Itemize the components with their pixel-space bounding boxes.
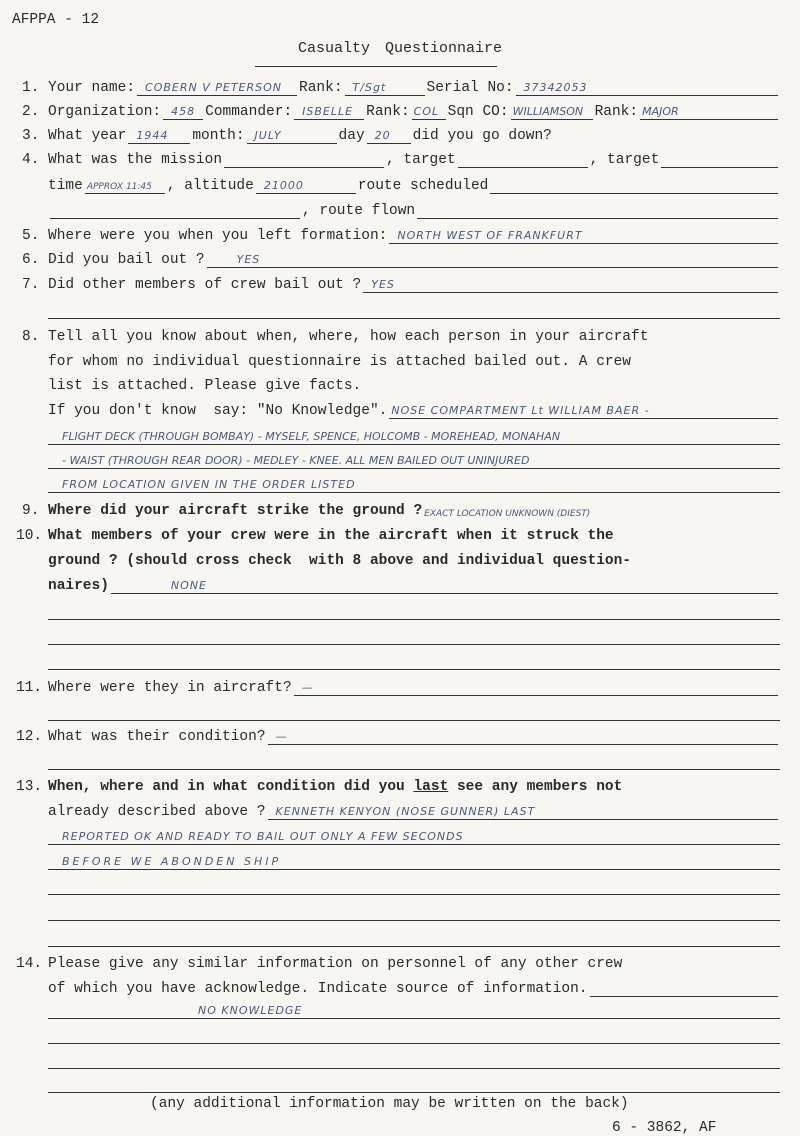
q13-line[interactable] — [48, 900, 780, 921]
q8-field[interactable] — [389, 400, 778, 419]
target-time-field[interactable] — [661, 149, 778, 168]
label: last — [413, 779, 449, 795]
q10-row — [16, 524, 780, 544]
route-flown-field[interactable] — [417, 200, 778, 219]
q6-field[interactable] — [207, 249, 778, 268]
answer: — — [301, 681, 314, 694]
month-field[interactable] — [247, 125, 337, 144]
q8-line[interactable] — [48, 424, 780, 445]
label: already described above ? — [48, 804, 266, 820]
sqn-co-field[interactable] — [511, 101, 593, 120]
q13-row — [16, 775, 780, 795]
q13-row — [48, 800, 780, 820]
answer: APPROX 11:45 — [86, 182, 152, 192]
label: Rank: — [594, 104, 639, 120]
q10-line[interactable] — [48, 624, 780, 645]
q13-line[interactable] — [48, 824, 780, 845]
form-code: 6 - 3862, AF — [612, 1120, 717, 1136]
target-field[interactable] — [458, 149, 588, 168]
q13-field[interactable] — [268, 801, 778, 820]
q-number: 5. — [22, 228, 40, 244]
label: Where were you when you left formation: — [48, 228, 388, 244]
year-field[interactable] — [128, 125, 190, 144]
label: Serial No: — [426, 80, 514, 96]
label: Organization: — [48, 104, 162, 120]
label: did you go down? — [412, 128, 552, 144]
label: list is attached. Please give facts. — [48, 378, 362, 394]
q13-line[interactable] — [48, 849, 780, 870]
label: What was their condition? — [48, 729, 266, 745]
q2-row — [22, 100, 780, 120]
title-rule — [255, 66, 497, 67]
label: Commander: — [205, 104, 293, 120]
q1-row — [22, 76, 780, 96]
q-number: 6. — [22, 252, 40, 268]
label: Sqn CO: — [447, 104, 509, 120]
answer: FROM LOCATION GIVEN IN THE ORDER LISTED — [62, 478, 356, 491]
label: Where did your aircraft strike the ground ? — [48, 503, 423, 519]
q8-row — [48, 374, 780, 394]
q-number: 14. — [16, 956, 43, 972]
answer: KENNETH KENYON (NOSE GUNNER) LAST — [275, 805, 536, 818]
q10-row — [48, 574, 780, 594]
label: , target — [386, 152, 456, 168]
label: Rank: — [366, 104, 410, 120]
answer: REPORTED OK AND READY TO BAIL OUT ONLY A FEW SECONDS — [62, 830, 464, 843]
q-number: 8. — [22, 329, 40, 345]
label: for whom no individual questionnaire is attached bailed out. A crew — [48, 354, 631, 370]
label: day — [338, 128, 365, 144]
q6-row — [22, 248, 780, 268]
answer: NORTH WEST OF FRANKFURT — [397, 229, 583, 242]
commander-rank-field[interactable] — [412, 101, 446, 120]
label: Where were they in aircraft? — [48, 680, 292, 696]
form-id: AFPPA - 12 — [12, 12, 100, 28]
q-number: 13. — [16, 779, 43, 795]
q8-row — [48, 350, 780, 370]
org-field[interactable] — [163, 101, 203, 120]
route-scheduled-field-cont[interactable] — [50, 200, 300, 219]
day-field[interactable] — [367, 125, 411, 144]
answer: T/Sgt — [352, 81, 387, 94]
answer: 458 — [171, 105, 196, 118]
q9-row — [22, 499, 780, 519]
label: , target — [589, 152, 660, 168]
q11-row — [16, 676, 780, 696]
label: , route flown — [302, 203, 416, 219]
answer: ISBELLE — [302, 105, 354, 118]
q14-line[interactable] — [48, 998, 780, 1019]
answer: NO KNOWLEDGE — [198, 1004, 303, 1017]
q10-line[interactable] — [48, 599, 780, 620]
answer: BEFORE WE ABONDEN SHIP — [62, 855, 282, 868]
answer: - WAIST (THROUGH REAR DOOR) - MEDLEY - KNEE. ALL MEN BAILED OUT UNINJURED — [62, 454, 530, 467]
answer: FLIGHT DECK (THROUGH BOMBAY) - MYSELF, SPENCE, HOLCOMB - MOREHEAD, MONAHAN — [62, 430, 561, 443]
q3-row — [22, 124, 780, 144]
q13-line[interactable] — [48, 926, 780, 947]
label: Did you bail out ? — [48, 252, 205, 268]
q-number: 1. — [22, 80, 40, 96]
q14-row — [48, 977, 780, 997]
label: naires) — [48, 578, 109, 594]
q8-line[interactable] — [48, 448, 780, 469]
q7-field[interactable] — [363, 274, 778, 293]
answer: 1944 — [136, 129, 169, 142]
time-field[interactable] — [85, 175, 165, 194]
label: route scheduled — [357, 178, 489, 194]
label: Please give any similar information on personnel of any other crew — [48, 956, 623, 972]
altitude-field[interactable] — [256, 175, 356, 194]
answer: 20 — [374, 129, 391, 142]
q-number: 12. — [16, 729, 43, 745]
answer: COL — [413, 105, 440, 118]
q12-row — [16, 725, 780, 745]
q13-line[interactable] — [48, 874, 780, 895]
footer-note: (any additional information may be written on the back) — [150, 1096, 629, 1112]
q14-line[interactable] — [48, 1023, 780, 1044]
serial-field[interactable] — [516, 77, 778, 96]
label: month: — [192, 128, 245, 144]
answer: NOSE COMPARTMENT Lt WILLIAM BAER - — [391, 404, 650, 417]
q11-line[interactable] — [48, 700, 780, 721]
page-title: Casualty Questionnaire — [297, 40, 503, 57]
answer: 21000 — [263, 179, 304, 192]
answer: 37342053 — [523, 81, 588, 94]
label: see any members not — [448, 779, 623, 795]
label: , altitude — [166, 178, 254, 194]
q14-field[interactable] — [590, 978, 779, 997]
answer: JULY — [254, 129, 282, 142]
label: Your name: — [48, 80, 136, 96]
q14-row — [16, 952, 780, 972]
label: What year — [48, 128, 127, 144]
answer: — — [275, 730, 288, 743]
label: Rank: — [299, 80, 343, 96]
label: of which you have acknowledge. Indicate source of information. — [48, 981, 588, 997]
q5-field[interactable] — [389, 225, 778, 244]
mission-field[interactable] — [224, 149, 384, 168]
answer: COBERN V PETERSON — [145, 81, 283, 94]
label: Tell all you know about when, where, how each person in your aircraft — [48, 329, 649, 345]
q-number: 10. — [16, 528, 43, 544]
q-number: 2. — [22, 104, 40, 120]
label: What was the mission — [48, 152, 223, 168]
label: ground ? (should cross check with 8 above and individual question- — [48, 553, 631, 569]
rank-field[interactable] — [345, 77, 425, 96]
q7-extra-line[interactable] — [48, 298, 780, 319]
label: time — [48, 178, 83, 194]
name-field[interactable] — [137, 77, 297, 96]
answer: MAJOR — [642, 105, 679, 118]
label: When, where and in what condition did you — [48, 779, 414, 795]
answer: YES — [236, 253, 261, 266]
q4-row-3 — [48, 199, 780, 219]
q12-field[interactable] — [268, 726, 778, 745]
q10-line[interactable] — [48, 649, 780, 670]
answer: YES — [371, 278, 395, 291]
q-number: 11. — [16, 680, 43, 696]
q4-row-2 — [48, 174, 780, 194]
q-number: 3. — [22, 128, 40, 144]
q-number: 4. — [22, 152, 40, 168]
route-scheduled-field[interactable] — [490, 175, 778, 194]
q11-field[interactable] — [294, 677, 778, 696]
q14-line[interactable] — [48, 1072, 780, 1093]
q10-row — [48, 549, 780, 569]
commander-field[interactable] — [294, 101, 364, 120]
q7-row — [22, 273, 780, 293]
q-number: 7. — [22, 277, 40, 293]
q-number: 9. — [22, 503, 40, 519]
label: If you don't know say: "No Knowledge". — [48, 403, 388, 419]
q10-field[interactable] — [111, 575, 778, 594]
q8-line[interactable] — [48, 472, 780, 493]
answer: NONE — [170, 579, 207, 592]
q5-row — [22, 224, 780, 244]
answer: WILLIAMSON — [512, 105, 584, 118]
label: Did other members of crew bail out ? — [48, 277, 362, 293]
label: What members of your crew were in the aircraft when it struck the — [48, 528, 614, 544]
q12-line[interactable] — [48, 749, 780, 770]
q4-row — [22, 148, 780, 168]
q8-row — [22, 325, 780, 345]
sqn-rank-field[interactable] — [640, 101, 778, 120]
answer: EXACT LOCATION UNKNOWN (DIEST) — [424, 509, 591, 519]
q14-line[interactable] — [48, 1048, 780, 1069]
q8-row — [48, 399, 780, 419]
